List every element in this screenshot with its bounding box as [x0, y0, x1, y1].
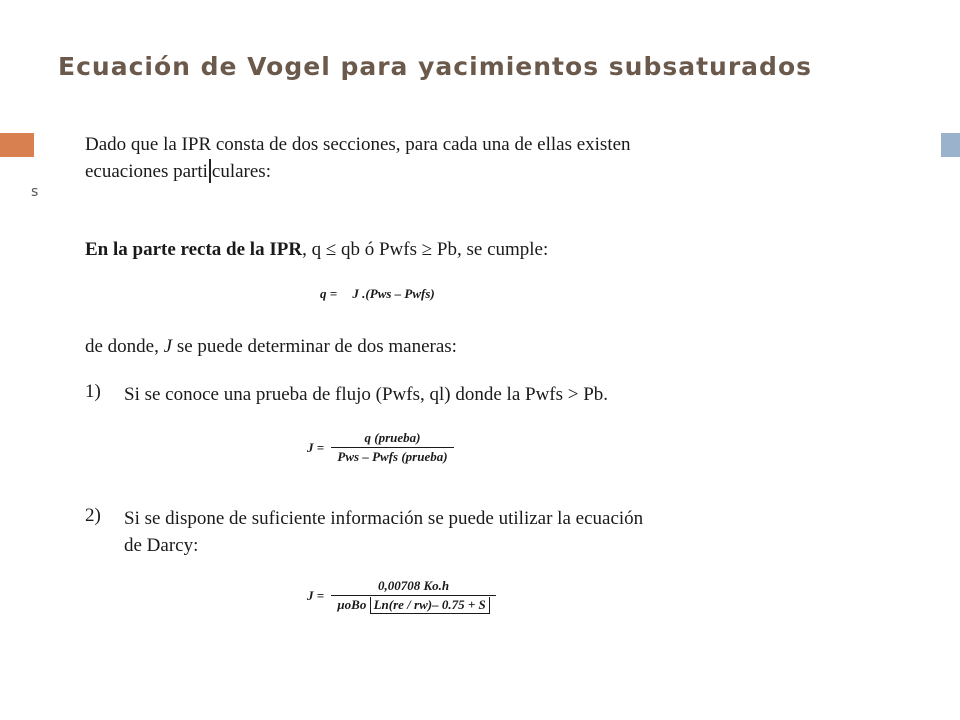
slide-title: Ecuación de Vogel para yacimientos subsaturados — [58, 52, 812, 81]
equation-darcy-den-a: μoBo — [337, 597, 367, 612]
equation-darcy-lhs: J = — [307, 588, 325, 603]
where-j: J — [163, 336, 173, 357]
item-2-line-2: de Darcy: — [124, 535, 199, 556]
where-text-a: de donde, — [85, 336, 164, 357]
text-cursor — [209, 159, 211, 183]
accent-bar-right — [941, 133, 960, 157]
equation-q — [320, 286, 435, 302]
equation-j-test — [307, 430, 454, 465]
equation-q-rhs: J .(Pws – Pwfs) — [352, 286, 435, 301]
equation-darcy-numerator: 0,00708 Ko.h — [331, 578, 495, 596]
equation-darcy-den-b: – 0.75 + S — [432, 597, 486, 612]
item-1-text: Si se conoce una prueba de flujo (Pwfs, ql) donde la Pwfs > Pb. — [124, 384, 609, 405]
intro-line-2b: culares: — [211, 161, 271, 182]
straight-section-rest: , q ≤ qb ó Pwfs ≥ Pb, se cumple: — [302, 239, 549, 260]
straight-section-bold: En la parte recta de la IPR — [85, 239, 303, 260]
stray-glyph: s — [31, 184, 39, 200]
equation-darcy-fraction — [331, 578, 495, 614]
item-2-line-1: Si se dispone de suficiente información se puede utilizar la ecuación — [124, 508, 644, 529]
where-text-b: se puede determinar de dos maneras: — [172, 336, 457, 357]
equation-darcy-bracket — [370, 597, 490, 614]
equation-j-test-lhs: J = — [307, 439, 325, 455]
item-2-number: 2) — [85, 505, 101, 526]
item-2-text — [124, 505, 643, 559]
intro-line-1: Dado que la IPR consta de dos secciones, para cada una de ellas existen — [85, 134, 631, 155]
item-1-number: 1) — [85, 381, 101, 402]
equation-darcy-ln: Ln(re / rw) — [373, 597, 433, 612]
intro-paragraph — [85, 131, 631, 185]
document-image — [85, 128, 845, 628]
accent-bar-left — [0, 133, 34, 157]
intro-line-2a: ecuaciones parti — [85, 161, 208, 182]
equation-j-test-denominator: Pws – Pwfs (prueba) — [337, 449, 448, 464]
equation-j-test-numerator: q (prueba) — [331, 430, 453, 448]
straight-section-line — [85, 236, 548, 263]
equation-q-lhs: q = — [320, 286, 338, 301]
equation-darcy-denominator — [331, 596, 495, 614]
where-line — [85, 333, 457, 360]
equation-j-test-fraction — [331, 430, 453, 465]
equation-darcy — [307, 578, 496, 614]
